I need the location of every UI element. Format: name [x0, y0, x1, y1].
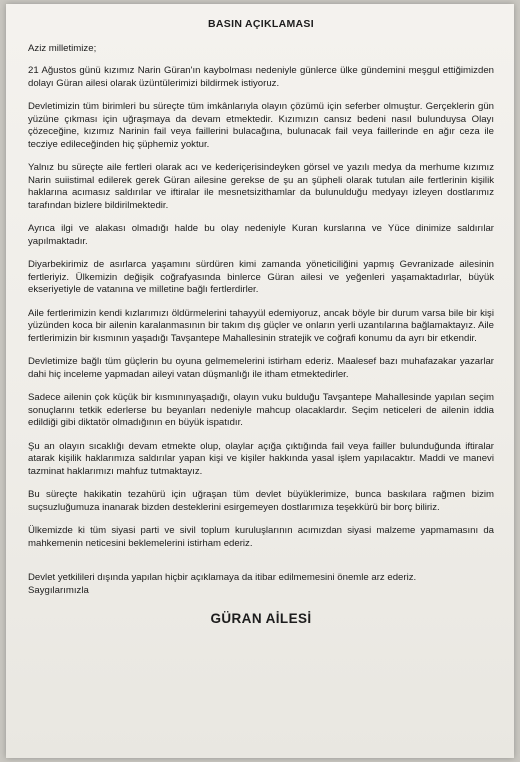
- document-title: BASIN AÇIKLAMASI: [208, 18, 314, 30]
- paragraph-6: Aile fertlerimizin kendi kızlarımızı öldürmelerini tahayyül edemiyoruz, ancak böyle bir durum varsa bile bir kişi yüzünden koca bir ailenin karalanmasının bir takım dış güçler ve onların yerli uzantılarına bağlamaktayız. Aile fertlerimizin bir kısmının yaşadığı Tavşantepe Mahallesinin stratejik ve coğrafi konumu da ayrı bir etkendir.: [28, 307, 494, 344]
- paragraph-3: Yalnız bu süreçte aile fertleri olarak acı ve kederiçerisindeyken görsel ve yazılı medya da merhume kızımız Narin suiistimal edilerek gerek Güran ailesine gerekse de şu an şüpheli olarak tutulan aile fertlerinin kişilik haklarına acımasız saldırılar ve iftiralar ile mesnetsizithamlar da bulunulduğu medyayı izleyen dostlarımız tarafından bizlere bildirilmektedir.: [28, 162, 494, 211]
- paragraph-8: Sadece ailenin çok küçük bir kısmınınyaşadığı, olayın vuku bulduğu Tavşantepe Mahallesinde yapılan seçim sonuçlarını tetkik ederlerse bu beyanları nedeniyle mahcup olacaklardır. Seçim neticeleri de ailenin iddia edildiği gibi diktatör olmadığının en büyük ispatıdır.: [28, 392, 494, 428]
- signature: GÜRAN AİLESİ: [210, 611, 312, 626]
- closing-regards: Saygılarımızla: [28, 584, 89, 596]
- paragraph-11: Ülkemizde ki tüm siyasi parti ve sivil toplum kuruluşlarının acımızdan siyasi malzeme yapmamasını da mahkemenin neticesini beklemelerini istirham ederiz.: [28, 525, 494, 549]
- salutation: Aziz milletimize;: [28, 43, 97, 54]
- paragraph-10: Bu süreçte hakikatin tezahürü için uğraşan tüm devlet büyüklerimize, bunca baskılara rağmen bizim suçsuzluğumuza inanarak bizden desteklerini esirgemeyen dostlarımıza teşekkürü bir borç biliriz.: [28, 489, 494, 513]
- paragraph-1: 21 Ağustos günü kızımız Narin Güran'ın kaybolması nedeniyle günlerce ülke gündemini meşgul ettiğimizden dolayı Güran ailesi olarak üzüntülerimizi bildirmek istiyoruz.: [28, 65, 494, 89]
- closing-line: Devlet yetkilileri dışında yapılan hiçbir açıklamaya da itibar edilmemesini önemle arz ederiz.: [28, 572, 417, 583]
- paragraph-5: Diyarbekirimiz de asırlarca yaşamını sürdüren kimi zamanda yöneticiliğini yapmış Gevranizade ailesinin fertleriyiz. Ülkemizin değişik coğrafyasında binlerce Güran ailesi ve yeğenleri yaşamaktadırlar, büyük ekseriyetiyle de vatanına ve milletine bağlı fertlerdirler.: [28, 259, 494, 295]
- press-release-sheet: [6, 4, 514, 758]
- paragraph-7: Devletimize bağlı tüm güçlerin bu oyuna gelmemelerini istirham ederiz. Maalesef bazı muhafazakar yazarlar dahi hiç inceleme yapmadan aileyi vatan düşmanlığı ile itham etmektedirler.: [28, 356, 494, 380]
- paragraph-4: Ayrıca ilgi ve alakası olmadığı halde bu olay nedeniyle Kuran kurslarına ve Yüce dinimize saldırılar yapılmaktadır.: [28, 223, 494, 247]
- paragraph-9: Şu an olayın sıcaklığı devam etmekte olup, olaylar açığa çıktığında fail veya failler bulunduğunda iftiralar atarak kişilik haklarımıza saldırılar yapan kişi ve kişiler hakkında yasal işlem yapılacaktır. Maddi ve manevi tazminat haklarımızı mahfuz tutmaktayız.: [28, 440, 494, 477]
- paragraph-2: Devletimizin tüm birimleri bu süreçte tüm imkânlarıyla olayın çözümü için seferber olmuştur. Gerçeklerin gün yüzüne çıkması için uğraşmaya da devam etmektedir. Kızımızın cansız bedeni nasıl bulunduysa Olayı çözeceğine, kızımız Narinin fail veya faillerini bulacağına, bulunacak fail veya faillerinde en ağır ceza ile tecziye edileceğinden hiç şüphemiz yoktur.: [28, 101, 494, 150]
